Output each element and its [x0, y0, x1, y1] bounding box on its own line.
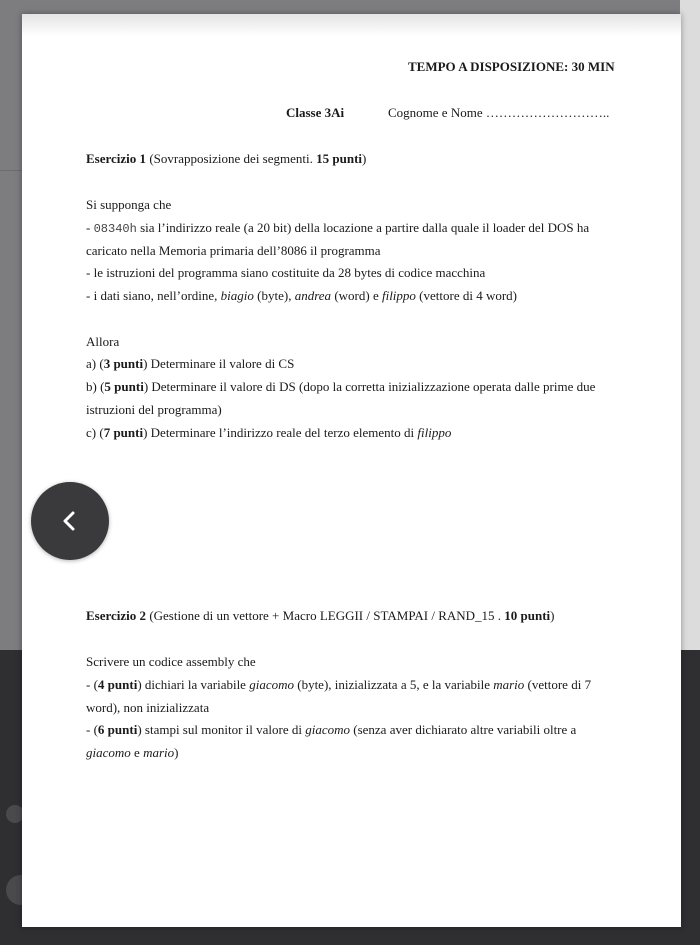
ex2-i2-points: 6 punti	[97, 722, 138, 737]
exercise-1-heading: Esercizio 1	[86, 151, 147, 166]
ex1-question-a	[86, 356, 294, 372]
ex1-item-3	[86, 288, 517, 304]
ex2-i2-b: (senza aver dichiarato altre variabili oltre a	[350, 722, 577, 737]
qa-points: 3 punti	[103, 356, 144, 371]
ex2-i2-var-giacomo-2: giacomo	[86, 745, 131, 760]
qa-prefix: a) (	[86, 356, 104, 371]
qb-text: ) Determinare il valore di DS (dopo la corretta inizializzazione operata dalle prime due	[143, 379, 596, 394]
ex2-i1-c: (vettore di 7	[524, 677, 592, 692]
exercise-1-topic: (Sovrapposizione dei segmenti.	[146, 151, 317, 166]
var-biagio: biagio	[220, 288, 254, 303]
ex2-i2-prefix: - (	[86, 722, 98, 737]
ex1-item-2: - le istruzioni del programma siano costituite da 28 bytes di codice macchina	[86, 265, 486, 280]
var-filippo: filippo	[381, 288, 416, 303]
name-field-label: Cognome e Nome ………………………..	[388, 105, 610, 120]
ex2-i1-points: 4 punti	[97, 677, 138, 692]
ex2-i2-d: )	[174, 745, 179, 760]
ex2-i1-a: ) dichiari la variabile	[137, 677, 250, 692]
qc-points: 7 punti	[103, 425, 144, 440]
page-top-shade	[22, 14, 681, 36]
exercise-2-points: 10 punti	[504, 608, 551, 623]
ex1-item-1-text: sia l’indirizzo reale (a 20 bit) della locazione a partire dalla quale il loader del DOS ha	[136, 220, 590, 235]
ex1-item-3-c: (word) e	[331, 288, 382, 303]
background-right-strip	[680, 0, 700, 650]
ex1-item-1-prefix: -	[86, 220, 94, 235]
ex2-i1-prefix: - (	[86, 677, 98, 692]
chevron-left-icon	[59, 510, 81, 532]
background-divider	[0, 170, 22, 171]
ex1-question-b	[86, 379, 595, 395]
ex1-item-3-a: - i dati siano, nell’ordine,	[86, 288, 221, 303]
ex1-item-3-d: (vettore di 4 word)	[415, 288, 518, 303]
class-label: Classe 3Ai	[286, 105, 345, 120]
ex1-intro: Si supponga che	[86, 197, 172, 212]
ex1-item-1	[86, 220, 589, 236]
qc-text: ) Determinare l’indirizzo reale del terzo elemento di	[143, 425, 418, 440]
qb-prefix: b) (	[86, 379, 105, 394]
ex2-item-2-cont	[86, 745, 178, 761]
ex2-i1-b: (byte), inizializzata a 5, e la variabile	[293, 677, 494, 692]
ex1-item-1-cont: caricato nella Memoria primaria dell’8086 il programma	[86, 243, 381, 258]
var-giacomo: giacomo	[249, 677, 294, 692]
var-andrea: andrea	[294, 288, 332, 303]
ex2-intro: Scrivere un codice assembly che	[86, 654, 256, 669]
ex1-then: Allora	[86, 334, 120, 349]
ex2-i2-c: e	[130, 745, 144, 760]
qc-var-filippo: filippo	[417, 425, 452, 440]
qb-points: 5 punti	[104, 379, 144, 394]
exercise-1-close: )	[362, 151, 367, 166]
exercise-2-close: )	[550, 608, 555, 623]
ex2-item-1-cont: word), non inizializzata	[86, 700, 210, 715]
ex1-address-code: 08340h	[93, 222, 137, 236]
time-limit: TEMPO A DISPOSIZIONE: 30 MIN	[408, 59, 615, 74]
ex1-question-b-cont: istruzioni del programma)	[86, 402, 222, 417]
exercise-2-title	[86, 608, 555, 624]
ex2-item-1	[86, 677, 591, 693]
exercise-1-title	[86, 151, 366, 167]
exercise-2-topic: (Gestione di un vettore + Macro LEGGII / STAMPAI / RAND_15 .	[146, 608, 505, 623]
exercise-1-points: 15 punti	[316, 151, 363, 166]
ex2-i2-var-mario: mario	[143, 745, 175, 760]
var-mario: mario	[493, 677, 525, 692]
ex1-question-c	[86, 425, 451, 441]
ex1-item-3-b: (byte),	[253, 288, 295, 303]
ex2-i2-a: ) stampi sul monitor il valore di	[137, 722, 306, 737]
ex2-item-2	[86, 722, 576, 738]
back-button[interactable]	[31, 482, 109, 560]
document-page	[22, 14, 681, 927]
exercise-2-heading: Esercizio 2	[86, 608, 147, 623]
qa-text: ) Determinare il valore di CS	[143, 356, 295, 371]
ex2-i2-var-giacomo: giacomo	[305, 722, 350, 737]
qc-prefix: c) (	[86, 425, 104, 440]
